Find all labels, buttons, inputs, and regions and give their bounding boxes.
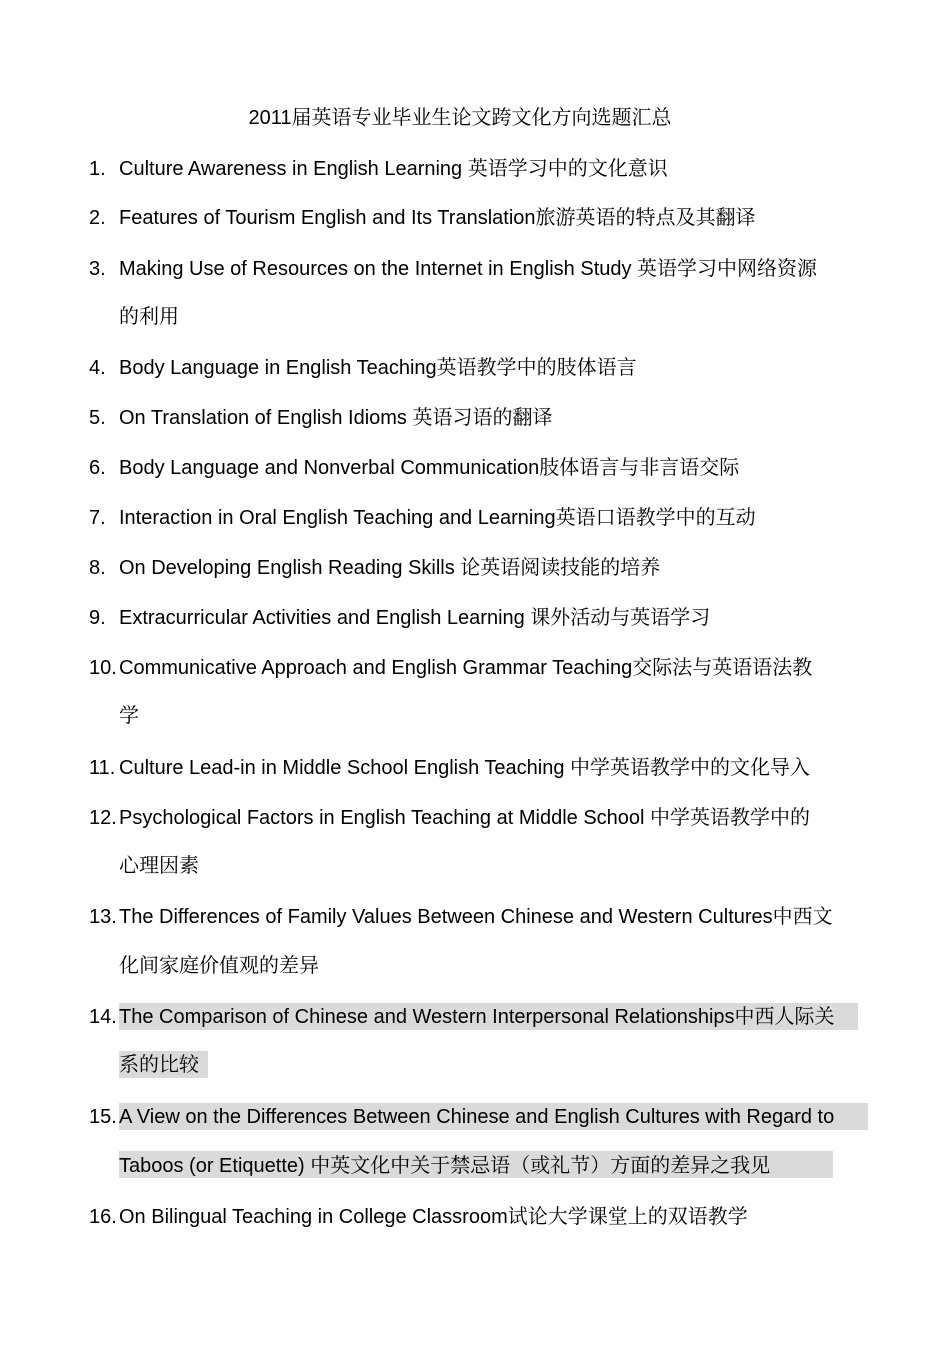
- topic-number: 10.: [89, 657, 117, 679]
- topic-text: Features of Tourism English and Its Translation旅游英语的特点及其翻译: [119, 207, 756, 229]
- document-title: 2011届英语专业毕业生论文跨文化方向选题汇总: [248, 107, 672, 129]
- topic-text-continuation: 心理因素: [119, 855, 199, 877]
- topic-number: 14.: [89, 1006, 117, 1028]
- topic-number: 7.: [89, 507, 106, 529]
- topic-text: The Comparison of Chinese and Western Interpersonal Relationships中西人际关: [119, 1006, 835, 1028]
- topic-number: 1.: [89, 158, 106, 180]
- topic-text: Extracurricular Activities and English Learning 课外活动与英语学习: [119, 607, 711, 629]
- topic-text: Making Use of Resources on the Internet in English Study 英语学习中网络资源: [119, 258, 818, 280]
- topic-text-continuation: 学: [119, 705, 139, 727]
- topic-text: A View on the Differences Between Chinese and English Cultures with Regard to: [119, 1106, 835, 1128]
- topic-number: 3.: [89, 258, 106, 280]
- topic-text: Body Language and Nonverbal Communication肢体语言与非言语交际: [119, 457, 740, 479]
- topic-text-continuation: 的利用: [119, 306, 179, 328]
- topic-number: 8.: [89, 557, 106, 579]
- topic-number: 5.: [89, 407, 106, 429]
- topic-text: Psychological Factors in English Teaching at Middle School 中学英语教学中的: [119, 807, 811, 829]
- topic-number: 9.: [89, 607, 106, 629]
- topic-number: 16.: [89, 1206, 117, 1228]
- topic-text: Culture Awareness in English Learning 英语学习中的文化意识: [119, 158, 668, 180]
- topic-text: Body Language in English Teaching英语教学中的肢体语言: [119, 357, 637, 379]
- topic-text-continuation: Taboos (or Etiquette) 中英文化中关于禁忌语（或礼节）方面的差异之我见: [119, 1155, 771, 1177]
- topic-number: 15.: [89, 1106, 117, 1128]
- topic-text: The Differences of Family Values Between Chinese and Western Cultures中西文: [119, 906, 833, 928]
- topic-text: Communicative Approach and English Grammar Teaching交际法与英语语法教: [119, 657, 813, 679]
- topic-text: On Translation of English Idioms 英语习语的翻译: [119, 407, 553, 429]
- topic-text: On Developing English Reading Skills 论英语阅读技能的培养: [119, 557, 661, 579]
- topic-text: Culture Lead-in in Middle School English Teaching 中学英语教学中的文化导入: [119, 757, 811, 779]
- topic-number: 13.: [89, 906, 117, 928]
- topic-number: 11.: [89, 757, 116, 779]
- topic-text-continuation: 化间家庭价值观的差异: [119, 955, 319, 977]
- topic-number: 2.: [89, 207, 106, 229]
- topic-text: Interaction in Oral English Teaching and Learning英语口语教学中的互动: [119, 507, 756, 529]
- topic-number: 4.: [89, 357, 106, 379]
- topic-text: On Bilingual Teaching in College Classroom试论大学课堂上的双语教学: [119, 1206, 748, 1228]
- topic-text-continuation: 系的比较: [119, 1054, 199, 1076]
- topic-number: 6.: [89, 457, 106, 479]
- topic-number: 12.: [89, 807, 117, 829]
